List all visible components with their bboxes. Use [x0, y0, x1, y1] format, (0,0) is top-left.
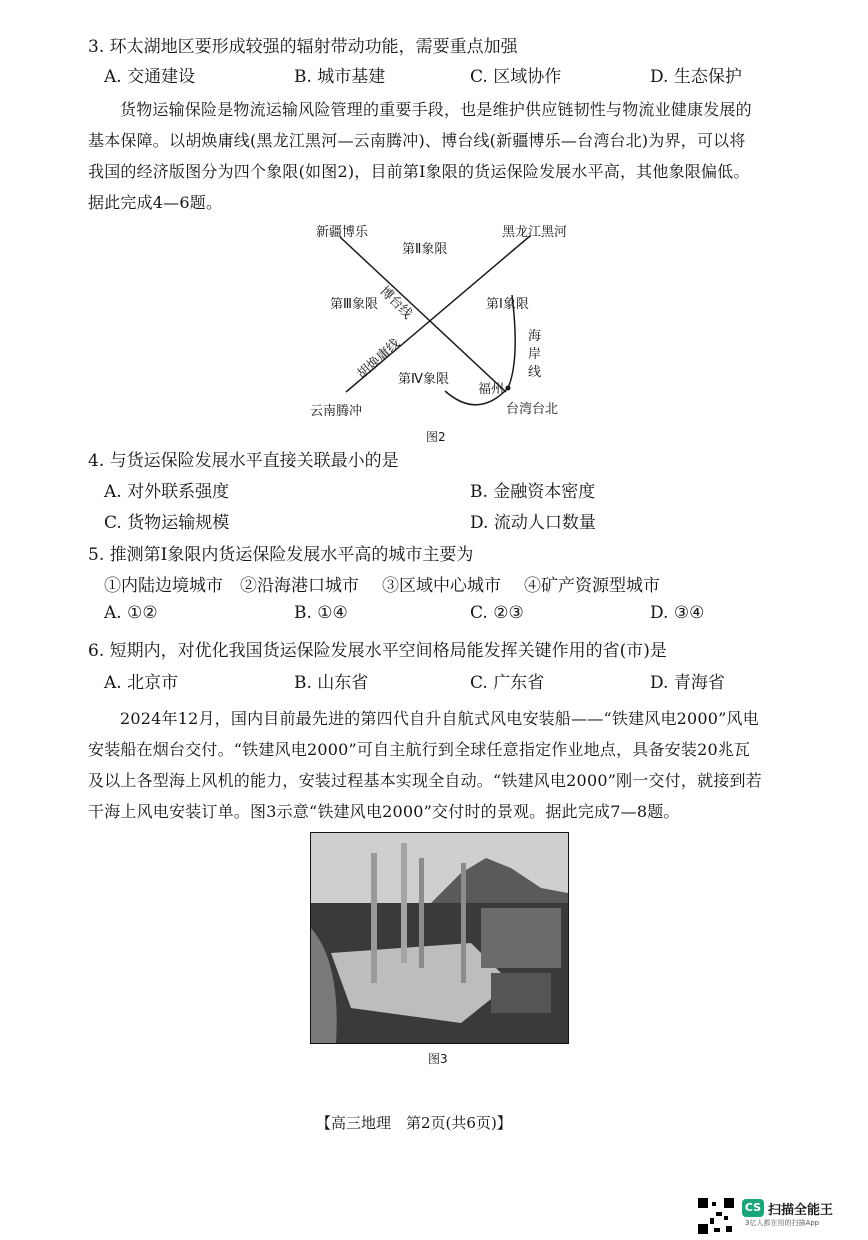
passage2-line-1: 2024年12月，国内目前最先进的第四代自升自航式风电安装船——“铁建风电2000”风电 — [120, 709, 759, 728]
label-coast-1: 海 — [528, 329, 542, 344]
q5-item-3: ③区域中心城市 — [382, 576, 501, 596]
label-quadrant-3: 第Ⅲ象限 — [330, 297, 378, 312]
q3-stem: 3. 环太湖地区要形成较强的辐射带动功能，需要重点加强 — [88, 37, 518, 57]
q3-option-b: B. 城市基建 — [294, 67, 386, 87]
scanner-app-name: 扫描全能王 — [768, 1203, 834, 1218]
qr-code-icon — [696, 1196, 736, 1236]
figure3-caption: 图3 — [428, 1052, 448, 1066]
q4-stem: 4. 与货运保险发展水平直接关联最小的是 — [88, 451, 399, 471]
passage1-line-3: 我国的经济版图分为四个象限(如图2)，目前第Ⅰ象限的货运保险发展水平高，其他象限偏低。 — [88, 162, 750, 181]
q3-option-c: C. 区域协作 — [470, 67, 562, 87]
label-huhuanyong-line: 胡焕庸线 — [354, 336, 404, 383]
label-yunnan-tengchong: 云南腾冲 — [310, 404, 363, 419]
passage2-line-2: 安装船在烟台交付。“铁建风电2000”可自主航行到全球任意指定作业地点，具备安装20兆瓦 — [88, 740, 751, 759]
q4-option-b: B. 金融资本密度 — [470, 482, 596, 502]
label-quadrant-2: 第Ⅱ象限 — [402, 242, 448, 257]
q5-item-1: ①内陆边境城市 — [104, 576, 223, 596]
q3-option-d: D. 生态保护 — [650, 67, 742, 87]
fuzhou-point — [506, 386, 511, 391]
q4-option-d: D. 流动人口数量 — [470, 513, 596, 533]
q6-option-a: A. 北京市 — [104, 673, 179, 693]
label-coast-3: 线 — [528, 365, 542, 380]
scanner-tagline: 3亿人都在用的扫描App — [745, 1219, 820, 1227]
page-footer: 【高三地理 第2页(共6页)】 — [316, 1114, 512, 1132]
passage2-line-3: 及以上各型海上风机的能力，安装过程基本实现全自动。“铁建风电2000”刚一交付，就接到若 — [88, 771, 762, 790]
q4-option-c: C. 货物运输规模 — [104, 513, 230, 533]
q5-option-c: C. ②③ — [470, 603, 524, 623]
label-botai-line: 博台线 — [376, 283, 415, 323]
label-quadrant-4: 第Ⅳ象限 — [398, 372, 449, 387]
q6-stem: 6. 短期内，对优化我国货运保险发展水平空间格局能发挥关键作用的省(市)是 — [88, 641, 667, 661]
q5-item-2: ②沿海港口城市 — [240, 576, 359, 596]
label-xinjiang-bole: 新疆博乐 — [316, 225, 369, 240]
ship-scene-illustration — [311, 833, 568, 1043]
figure2-caption: 图2 — [426, 430, 446, 444]
passage2-line-4: 干海上风电安装订单。图3示意“铁建风电2000”交付时的景观。据此完成7—8题。 — [88, 802, 680, 821]
passage1-line-2: 基本保障。以胡焕庸线(黑龙江黑河—云南腾冲)、博台线(新疆博乐—台湾台北)为界，可以将 — [88, 131, 746, 150]
label-quadrant-1: 第Ⅰ象限 — [486, 297, 529, 312]
label-heilongjiang-heihe: 黑龙江黑河 — [502, 225, 568, 240]
passage1-line-4: 据此完成4—6题。 — [88, 193, 223, 212]
passage1-line-1: 货物运输保险是物流运输风险管理的重要手段，也是维护供应链韧性与物流业健康发展的 — [120, 100, 752, 119]
q5-stem: 5. 推测第Ⅰ象限内货运保险发展水平高的城市主要为 — [88, 545, 474, 565]
q5-item-4: ④矿产资源型城市 — [524, 576, 660, 596]
q6-option-d: D. 青海省 — [650, 673, 725, 693]
q4-option-a: A. 对外联系强度 — [104, 482, 230, 502]
q5-option-d: D. ③④ — [650, 603, 705, 623]
q6-option-c: C. 广东省 — [470, 673, 545, 693]
q6-option-b: B. 山东省 — [294, 673, 369, 693]
figure3-photo — [310, 832, 569, 1044]
q5-option-b: B. ①④ — [294, 603, 348, 623]
label-coast-2: 岸 — [528, 347, 542, 362]
cs-logo-icon: CS — [742, 1199, 764, 1217]
q3-option-a: A. 交通建设 — [104, 67, 196, 87]
q5-option-a: A. ①② — [104, 603, 158, 623]
label-taiwan-taibei: 台湾台北 — [506, 402, 559, 417]
label-fuzhou: 福州 — [478, 382, 505, 397]
